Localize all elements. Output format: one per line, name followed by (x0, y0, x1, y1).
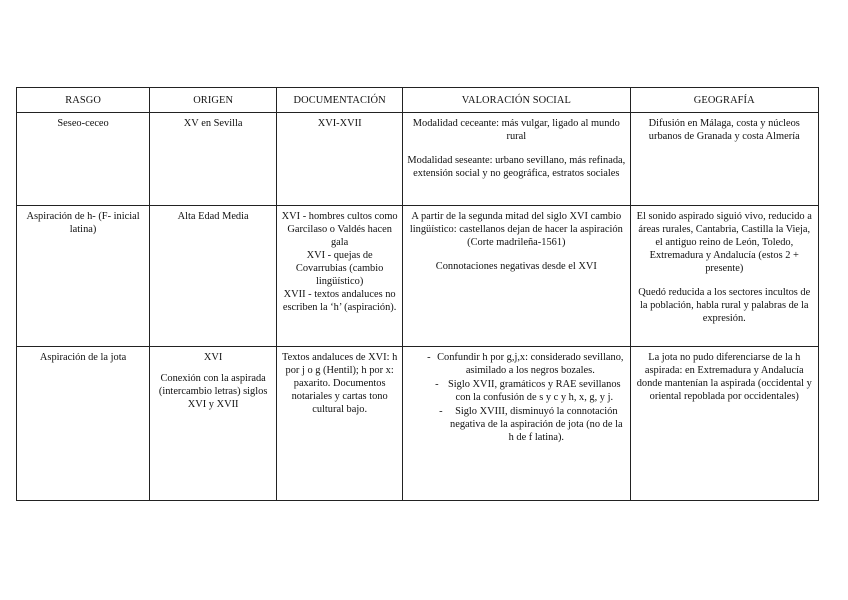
table-row (17, 206, 819, 347)
cell-rasgo (17, 113, 150, 206)
list-item-text: Siglo XVIII, disminuyó la connotación negativa de la aspiración de jota (no de la h de f latina). (450, 406, 623, 443)
dash-bullet: - (427, 352, 431, 363)
dash-bullet: - (435, 379, 439, 390)
header-valoracion-social: VALORACIÓN SOCIAL (403, 88, 630, 113)
cell-documentacion (277, 206, 403, 347)
cell-geografia (630, 347, 819, 501)
cell-text: XVI-XVII (317, 118, 362, 129)
cell-text: Modalidad seseante: urbano sevillano, más refinada, extensión social y no geográfica, estratos sociales (407, 155, 626, 179)
cell-text: A partir de la segunda mitad del siglo XVI cambio lingüístico: castellanos dejan de hacer la aspiración (Corte madrileña-1561) (409, 211, 623, 248)
header-geografia: GEOGRAFÍA (630, 88, 819, 113)
list-item (425, 351, 625, 377)
cell-text: XVII - textos andaluces no escriben la ‘h’ (aspiración). (282, 289, 397, 313)
list-item (433, 378, 625, 404)
cell-text: XVI (203, 352, 223, 363)
linguistic-features-table (16, 87, 819, 501)
cell-text: Aspiración de la jota (39, 352, 127, 363)
cell-geografia (630, 206, 819, 347)
cell-valoracion-social (403, 206, 630, 347)
table-row (17, 347, 819, 501)
cell-geografia (630, 113, 819, 206)
cell-text: Modalidad ceceante: más vulgar, ligado al mundo rural (412, 118, 620, 142)
cell-text: La jota no pudo diferenciarse de la h aspirada: en Extremadura y Andalucía donde mantenían la aspirada (occidental y oriental repoblada por occidentales) (636, 352, 812, 402)
cell-origen (150, 206, 277, 347)
cell-text: Textos andaluces de XVI: h por j o g (Hentil); h por x: paxarito. Documentos notariales y cartas tono cultural bajo. (282, 352, 398, 415)
cell-origen (150, 113, 277, 206)
cell-text: XVI - hombres cultos como Garcilaso o Valdés hacen gala (281, 211, 398, 248)
cell-text: Connotaciones negativas desde el XVI (435, 261, 597, 272)
cell-text: Seseo-ceceo (57, 118, 109, 129)
cell-text: Difusión en Málaga, costa y núcleos urbanos de Granada y costa Almería (648, 118, 800, 142)
cell-text: Alta Edad Media (177, 211, 249, 222)
cell-valoracion-social (403, 347, 630, 501)
cell-text: Quedó reducida a los sectores incultos de la población, habla rural y palabras de la expresión. (638, 287, 811, 324)
cell-text: El sonido aspirado siguió vivo, reducido a áreas rurales, Cantabria, Castilla la Vieja, el antiguo reino de León, Toledo, Extremadura y Andalucía (estos 2 + presente) (636, 211, 812, 274)
cell-rasgo (17, 206, 150, 347)
list-item (437, 405, 625, 444)
cell-documentacion (277, 347, 403, 501)
table-row (17, 113, 819, 206)
cell-rasgo (17, 347, 150, 501)
cell-text: XV en Sevilla (183, 118, 243, 129)
header-rasgo: RASGO (17, 88, 150, 113)
header-documentacion: DOCUMENTACIÓN (277, 88, 403, 113)
cell-documentacion (277, 113, 403, 206)
cell-origen (150, 347, 277, 501)
cell-valoracion-social (403, 113, 630, 206)
dash-bullet: - (439, 406, 443, 417)
header-origen: ORIGEN (150, 88, 277, 113)
cell-text: Aspiración de h- (F- inicial latina) (26, 211, 140, 235)
list-item-text: Siglo XVII, gramáticos y RAE sevillanos con la confusión de s y c y h, x, g, y j. (448, 379, 621, 403)
list-item-text: Confundir h por g,j,x: considerado sevillano, asimilado a los negros bozales. (437, 352, 624, 376)
cell-text: Conexión con la aspirada (intercambio letras) siglos XVI y XVII (158, 373, 268, 410)
cell-text: XVI - quejas de Covarrubias (cambio lingüístico) (295, 250, 384, 287)
header-row (17, 88, 819, 113)
